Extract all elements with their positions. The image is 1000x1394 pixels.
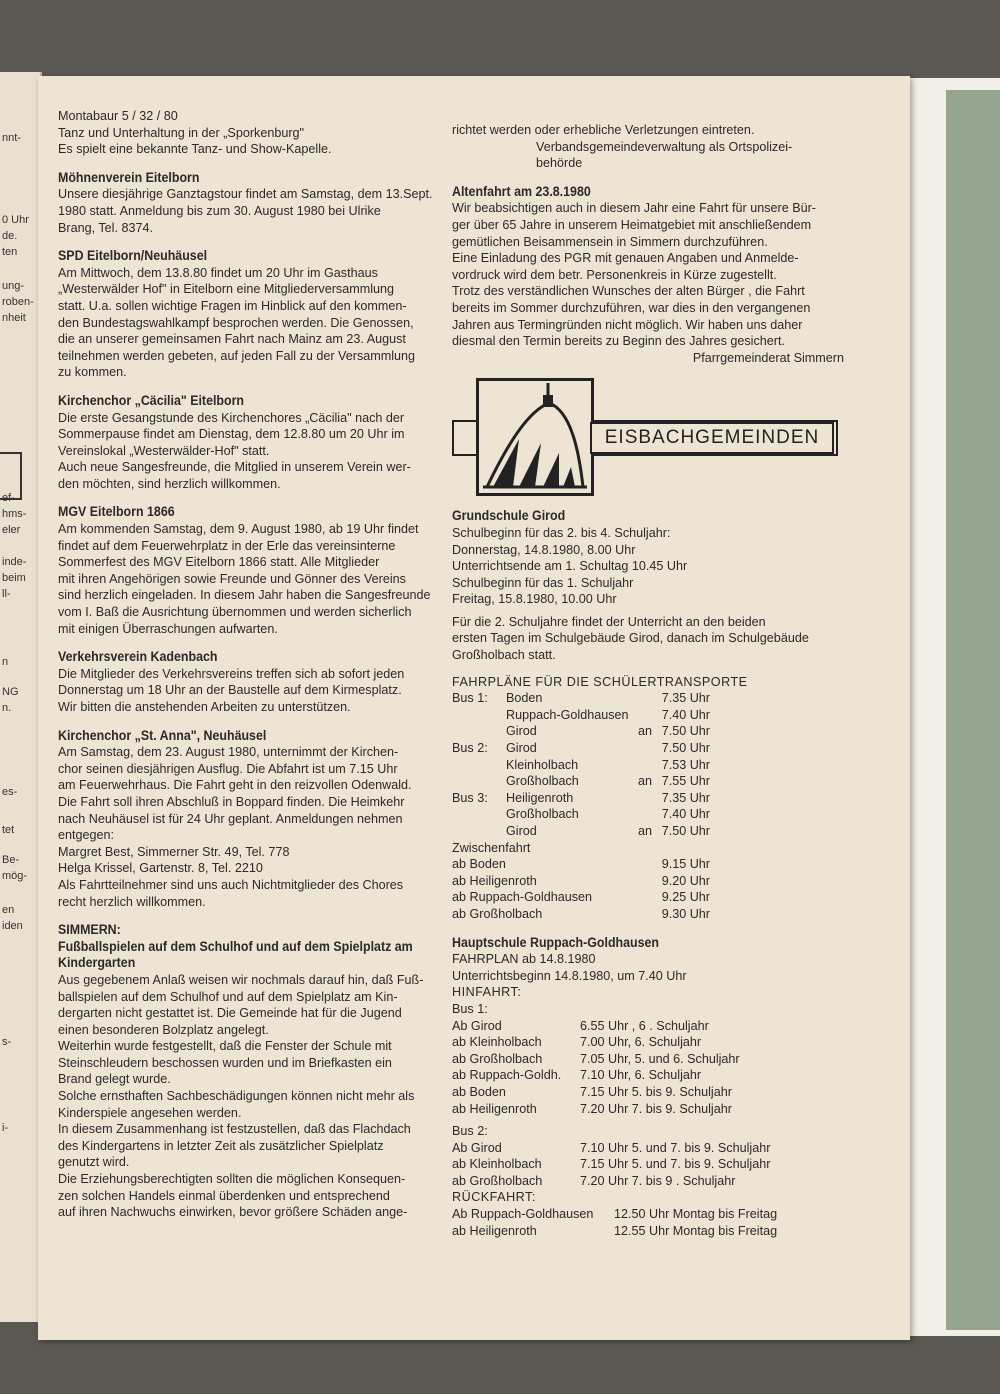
article-body xyxy=(452,200,850,349)
text-line: zen solchen Handels einmal überdenken und entsprechend xyxy=(58,1188,390,1203)
table-cell: ab Großholbach xyxy=(452,906,543,921)
text-line: am Feuerwehrhaus. Die Fahrt geht in den reizvollen Odenwald. xyxy=(58,778,412,793)
text-line: Solche ernsthaften Sachbeschädigungen können nicht mehr als xyxy=(58,1089,415,1104)
text-line: Schulbeginn für das 2. bis 4. Schuljahr: xyxy=(452,525,671,540)
table-cell xyxy=(630,806,652,823)
article-title: SPD Eitelborn/Neuhäusel xyxy=(58,248,208,264)
table-cell: ab Heiligenroth xyxy=(452,873,537,888)
text-line: Am kommenden Samstag, dem 9. August 1980, ab 19 Uhr findet xyxy=(58,522,419,537)
table-cell: 9.15 Uhr xyxy=(661,857,710,872)
article-title: Verkehrsverein Kadenbach xyxy=(58,649,218,665)
table-cell: 6.55 Uhr , 6 . Schuljahr xyxy=(580,1018,709,1033)
table-row xyxy=(452,823,710,840)
table-cell: ab Großholbach xyxy=(452,1173,543,1188)
text-line: zu kommen. xyxy=(58,365,127,380)
table-row xyxy=(452,707,710,724)
table-cell: ab Kleinholbach xyxy=(452,1035,542,1050)
table-cell: ab Kleinholbach xyxy=(452,1157,542,1172)
text-line: Weiterhin wurde festgestellt, daß die Fenster der Schule mit xyxy=(58,1039,392,1054)
text-line: dergarten nicht gestattet ist. Die Gemeinde hat für die Jugend xyxy=(58,1006,402,1021)
rueckfahrt-label: RÜCKFAHRT: xyxy=(452,1190,536,1205)
left-page-fragment: ll- xyxy=(2,588,11,600)
table-cell: Ab Girod xyxy=(452,1018,502,1033)
previous-page-edge xyxy=(0,72,42,1322)
text-line: Helga Krissel, Gartenstr. 8, Tel. 2210 xyxy=(58,861,263,876)
article-title: Kirchenchor „St. Anna", Neuhäusel xyxy=(58,727,267,743)
text-line: Donnerstag, 14.8.1980, 8.00 Uhr xyxy=(452,542,636,557)
previous-page-box xyxy=(0,452,22,500)
article-body xyxy=(58,521,450,637)
left-page-fragment: mög- xyxy=(2,870,28,882)
text-line: In diesem Zusammenhang ist festzustellen, daß das Flachdach xyxy=(58,1122,411,1137)
simmern-article xyxy=(58,922,450,1221)
left-page-fragment: NG xyxy=(2,686,19,698)
table-row xyxy=(452,906,710,923)
text-line: ersten Tagen im Schulgebäude Girod, danach im Schulgebäude xyxy=(452,631,809,646)
table-row xyxy=(452,1051,810,1068)
left-page-fragment: ung- xyxy=(2,280,25,292)
article-title: Kirchenchor „Cäcilia" Eitelborn xyxy=(58,392,245,408)
text-line: Brang, Tel. 8374. xyxy=(58,220,153,235)
text-line: 1980 statt. Anmeldung bis zum 30. August 1980 bei Ulrike xyxy=(58,203,381,218)
table-cell: Bus 3: xyxy=(452,790,488,805)
left-page-fragment: hms- xyxy=(2,508,27,520)
table-row xyxy=(452,790,710,807)
hinfahrt-label: HINFAHRT: xyxy=(452,985,522,1000)
text-line: auf ihren Nachwuchs einwirken, bevor größere Schäden ange- xyxy=(58,1205,408,1220)
text-line: recht herzlich willkommen. xyxy=(58,894,206,909)
text-line: die an unserer gemeinsamen Fahrt nach Mainz am 23. August xyxy=(58,332,406,347)
article xyxy=(58,393,450,493)
table-row xyxy=(452,740,710,757)
article-paragraph xyxy=(452,614,850,664)
text-line: Unterrichtsbeginn 14.8.1980, um 7.40 Uhr xyxy=(452,968,687,983)
section-heading: FAHRPLÄNE FÜR DIE SCHÜLERTRANSPORTE xyxy=(452,674,748,689)
table-row xyxy=(452,1206,814,1223)
table-row xyxy=(452,1067,810,1084)
table-row xyxy=(452,889,710,906)
article-body xyxy=(58,410,450,493)
table-cell: Girod xyxy=(506,724,537,739)
table-cell: 7.53 Uhr xyxy=(661,757,710,772)
signature-line: Verbandsgemeindeverwaltung als Ortspolizei- xyxy=(536,139,793,154)
left-page-fragment: tet xyxy=(2,824,15,836)
left-page-fragment: s- xyxy=(2,1036,12,1048)
article-body xyxy=(58,744,450,910)
text-line: genutzt wird. xyxy=(58,1155,130,1170)
table-cell: 7.35 Uhr xyxy=(661,790,710,805)
article-title: MGV Eitelborn 1866 xyxy=(58,504,175,520)
table-row xyxy=(452,1140,810,1157)
zwischenfahrt-table xyxy=(452,856,710,922)
article-title: Hauptschule Ruppach-Goldhausen xyxy=(452,934,660,950)
church-hill-icon xyxy=(479,381,591,493)
table-cell: ab Boden xyxy=(452,1084,506,1099)
table-cell: Großholbach xyxy=(506,807,579,822)
left-page-fragment: nnt- xyxy=(2,132,21,144)
left-page-fragment: iden xyxy=(2,920,23,932)
table-cell: 7.40 Uhr xyxy=(661,807,710,822)
table-cell: Ab Ruppach-Goldhausen xyxy=(452,1207,594,1222)
bus-schedule-table xyxy=(452,690,710,839)
table-cell: ab Ruppach-Goldhausen xyxy=(452,890,593,905)
table-row xyxy=(452,1223,814,1240)
table-cell xyxy=(630,757,652,774)
article xyxy=(58,170,450,236)
table-cell: ab Heiligenroth xyxy=(452,1223,537,1238)
article-title: Altenfahrt am 23.8.1980 xyxy=(452,183,591,199)
table-cell: 7.50 Uhr xyxy=(661,741,710,756)
text-line: Am Mittwoch, dem 13.8.80 findet um 20 Uhr im Gasthaus xyxy=(58,265,378,280)
book-binding xyxy=(946,90,1000,1330)
table-cell xyxy=(452,757,506,774)
section-heading: SIMMERN: xyxy=(58,922,121,938)
left-page-fragment: beim xyxy=(2,572,26,584)
issue-line: Montabaur 5 / 32 / 80 xyxy=(58,109,178,123)
hinfahrt-bus2-table xyxy=(452,1140,810,1190)
logo-title: EISBACHGEMEINDEN xyxy=(590,422,834,454)
fahrplan-section xyxy=(452,674,850,923)
text-line: findet auf dem Feuerwehrplatz in der Erle das vereinsinterne xyxy=(58,538,396,553)
text-line: teilnehmen werden gebeten, auf jeden Fall zu der Versammlung xyxy=(58,348,416,363)
text-line: Die Mitglieder des Verkehrsvereins treffen sich ab sofort jeden xyxy=(58,666,405,681)
text-line: vom I. Baß die Ausrichtung übernommen und werden sicherlich xyxy=(58,605,412,620)
text-line: des Kindergartens in letzter Zeit als zusätzlicher Spielplatz xyxy=(58,1138,384,1153)
text-line: Wir beabsichtigen auch in diesem Jahr eine Fahrt für unsere Bür- xyxy=(452,201,816,216)
table-row xyxy=(452,773,710,790)
table-cell xyxy=(630,707,652,724)
table-cell: Kleinholbach xyxy=(506,757,579,772)
table-cell: ab Boden xyxy=(452,857,506,872)
table-cell: Girod xyxy=(506,824,537,838)
logo-emblem xyxy=(476,378,594,496)
left-page-fragment: eler xyxy=(2,524,21,536)
text-line: entgegen: xyxy=(58,828,115,843)
table-cell: Ab Girod xyxy=(452,1140,502,1155)
article-body xyxy=(58,972,450,1221)
text-line: Eine Einladung des PGR mit genauen Angaben und Anmelde- xyxy=(452,251,799,266)
text-line: „Westerwälder Hof" in Eitelborn eine Mitgliederversammlung xyxy=(58,282,395,297)
text-line: Donnerstag um 18 Uhr an der Baustelle auf dem Kirmesplatz. xyxy=(58,683,402,698)
table-cell: 7.50 Uhr xyxy=(661,824,710,838)
text-line: mit einigen Überraschungen aufwarten. xyxy=(58,621,278,636)
article-title: Grundschule Girod xyxy=(452,508,566,524)
text-line: Großholbach statt. xyxy=(452,648,556,663)
table-cell: 7.15 Uhr 5. bis 9. Schuljahr xyxy=(580,1084,732,1099)
article-body xyxy=(58,265,450,381)
left-page-fragment: es- xyxy=(2,786,18,798)
zwischenfahrt-label: Zwischenfahrt xyxy=(452,840,531,855)
table-cell xyxy=(452,823,506,840)
table-row xyxy=(452,690,710,707)
eisbach-logo xyxy=(452,378,850,496)
text-line: Kinderspiele angesehen werden. xyxy=(58,1105,242,1120)
table-cell: Bus 2: xyxy=(452,741,488,756)
text-line: Die Fahrt soll ihren Abschluß in Boppard finden. Die Heimkehr xyxy=(58,794,405,809)
left-page-fragment: n. xyxy=(2,702,12,714)
text-line: Auch neue Sangesfreunde, die Mitglied in unserem Verein wer- xyxy=(58,460,411,475)
table-cell: an xyxy=(637,824,652,838)
text-line: Am Samstag, dem 23. August 1980, unternimmt der Kirchen- xyxy=(58,745,399,760)
table-cell: 12.55 Uhr Montag bis Freitag xyxy=(614,1223,778,1238)
article xyxy=(58,649,450,715)
text-line: ger über 65 Jahre in unserem Heimatgebiet mit anschließendem xyxy=(452,217,812,232)
document-page xyxy=(38,76,910,1340)
text-line: den Bundestagswahlkampf besprochen werden. Die Genossen, xyxy=(58,315,414,330)
table-row xyxy=(452,1018,810,1035)
table-cell: Heiligenroth xyxy=(506,790,574,805)
table-cell: 7.15 Uhr 5. und 7. bis 9. Schuljahr xyxy=(580,1157,771,1172)
text-line: Margret Best, Simmerner Str. 49, Tel. 778 xyxy=(58,844,290,859)
text-line: Sommerfest des MGV Eitelborn 1866 statt. Alle Mitglieder xyxy=(58,555,380,570)
table-cell: 7.00 Uhr, 6. Schuljahr xyxy=(580,1035,702,1050)
table-cell: 7.10 Uhr, 6. Schuljahr xyxy=(580,1068,702,1083)
article-body xyxy=(452,525,850,608)
rueckfahrt-table xyxy=(452,1206,814,1239)
text-line: richtet werden oder erhebliche Verletzungen eintreten. xyxy=(452,123,755,137)
left-page-fragment: roben- xyxy=(2,296,34,308)
article-title: Möhnenverein Eitelborn xyxy=(58,169,200,185)
text-line: Als Fahrtteilnehmer sind uns auch Nichtmitglieder des Chores xyxy=(58,877,404,892)
text-line: statt. U.a. sollen wichtige Fragen im Hinblick auf den kommen- xyxy=(58,298,407,313)
text-line: Unterrichtsende am 1. Schultag 10.45 Uhr xyxy=(452,559,688,574)
text-line: Schulbeginn für das 1. Schuljahr xyxy=(452,575,634,590)
hauptschule-article xyxy=(452,935,850,1240)
text-line: Für die 2. Schuljahre findet der Unterricht an den beiden xyxy=(452,614,766,629)
table-cell: 7.10 Uhr 5. und 7. bis 9. Schuljahr xyxy=(580,1140,771,1155)
text-line: vordruck wird dem betr. Personenkreis in Kürze zugestellt. xyxy=(452,267,777,282)
text-line: Die Erziehungsberechtigten sollten die möglichen Konsequen- xyxy=(58,1172,406,1187)
left-page-fragment: 0 Uhr xyxy=(2,214,29,226)
table-cell xyxy=(630,740,652,757)
table-cell: Ruppach-Goldhausen xyxy=(506,707,629,722)
table-cell: ab Ruppach-Goldh. xyxy=(452,1068,562,1083)
text-line: ballspielen auf dem Schulhof und auf dem Spielplatz am Kin- xyxy=(58,989,398,1004)
text-line: Steinschleudern beschossen wurden und im Briefkasten ein xyxy=(58,1055,392,1070)
left-page-fragment: ten xyxy=(2,246,18,258)
left-page-fragment: nheit xyxy=(2,312,26,324)
text-line: Trotz des verständlichen Wunsches der alten Bürger , die Fahrt xyxy=(452,284,805,299)
text-line: Aus gegebenem Anlaß weisen wir nochmals darauf hin, daß Fuß- xyxy=(58,972,424,987)
table-cell xyxy=(452,806,506,823)
signature-line: behörde xyxy=(536,156,583,171)
text-line: Unsere diesjährige Ganztagstour findet am Samstag, dem 13.Sept. xyxy=(58,187,433,202)
table-cell: 7.05 Uhr, 5. und 6. Schuljahr xyxy=(580,1051,740,1066)
article xyxy=(58,504,450,637)
article-body xyxy=(58,666,450,716)
table-cell: 9.25 Uhr xyxy=(661,890,710,905)
text-line: Tanz und Unterhaltung in der „Sporkenburg" xyxy=(58,125,305,140)
text-line: FAHRPLAN ab 14.8.1980 xyxy=(452,952,596,967)
left-page-fragment: i- xyxy=(2,1122,9,1134)
left-page-fragment: n xyxy=(2,656,9,668)
text-line: Es spielt eine bekannte Tanz- und Show-Kapelle. xyxy=(58,142,332,157)
left-page-fragment: en xyxy=(2,904,15,916)
table-cell: ab Heiligenroth xyxy=(452,1101,537,1116)
table-cell: 7.40 Uhr xyxy=(661,707,710,722)
header-block xyxy=(58,108,450,158)
table-row xyxy=(452,1084,810,1101)
table-row xyxy=(452,1101,810,1118)
altenfahrt-article xyxy=(452,184,850,367)
table-cell xyxy=(452,723,506,740)
table-cell xyxy=(630,690,652,707)
table-cell: 12.50 Uhr Montag bis Freitag xyxy=(614,1207,778,1222)
table-cell: 7.50 Uhr xyxy=(661,724,710,739)
table-cell: 7.55 Uhr xyxy=(661,774,710,789)
left-page-fragment: de. xyxy=(2,230,18,242)
table-cell: 9.30 Uhr xyxy=(661,906,710,921)
bus-label: Bus 2: xyxy=(452,1124,488,1139)
table-cell: Großholbach xyxy=(506,774,579,789)
left-page-fragment: ef- xyxy=(2,492,15,504)
article-title: Fußballspielen auf dem Schulhof und auf dem Spielplatz am Kindergarten xyxy=(58,938,413,971)
table-cell xyxy=(452,707,506,724)
bus-label: Bus 1: xyxy=(452,1001,488,1016)
text-line: diesmal den Termin bereits zu Beginn des Jahres gesichert. xyxy=(452,334,785,349)
text-line: bereits im Sommer durchzuführen, war dies in den vergangenen xyxy=(452,300,811,315)
left-page-fragment: Be- xyxy=(2,854,20,866)
table-cell: Bus 1: xyxy=(452,691,488,706)
article xyxy=(58,248,450,381)
table-row xyxy=(452,1173,810,1190)
table-row xyxy=(452,757,710,774)
text-line: Brand gelegt wurde. xyxy=(58,1072,171,1087)
article-body xyxy=(58,186,450,236)
text-line: mit ihren Angehörigen sowie Freunde und Gönner des Vereins xyxy=(58,571,406,586)
table-cell: ab Großholbach xyxy=(452,1051,543,1066)
hinfahrt-bus1-table xyxy=(452,1018,810,1118)
table-cell: 9.20 Uhr xyxy=(661,873,710,888)
left-column xyxy=(58,108,450,1231)
table-row xyxy=(452,1034,810,1051)
table-cell: Girod xyxy=(506,741,537,756)
text-line: Freitag, 15.8.1980, 10.00 Uhr xyxy=(452,592,617,607)
table-cell xyxy=(630,790,652,807)
table-row xyxy=(452,873,710,890)
text-line: nach Neuhäusel ist für 24 Uhr geplant. Anmeldungen nehmen xyxy=(58,811,403,826)
left-page-fragment: inde- xyxy=(2,556,27,568)
table-cell: an xyxy=(637,724,652,739)
signature-line: Pfarrgemeinderat Simmern xyxy=(692,350,844,365)
table-row xyxy=(452,806,710,823)
table-cell: Boden xyxy=(506,691,543,706)
text-line: einen besonderen Bolzplatz angelegt. xyxy=(58,1022,269,1037)
text-line: sind herzlich eingeladen. In diesem Jahr haben die Sangesfreunde xyxy=(58,588,431,603)
text-line: Die erste Gesangstunde des Kirchenchores „Cäcilia" nach der xyxy=(58,410,405,425)
text-line: gemütlichen Beisammensein in Simmern durchzuführen. xyxy=(452,234,768,249)
table-row xyxy=(452,856,710,873)
text-line: Jahren aus Termingründen nicht möglich. Wir haben uns daher xyxy=(452,317,803,332)
table-cell: 7.35 Uhr xyxy=(661,691,710,706)
table-cell xyxy=(452,773,506,790)
table-cell: an xyxy=(637,774,652,789)
grundschule-article xyxy=(452,508,850,663)
text-line: den möchten, sind herzlich willkommen. xyxy=(58,476,281,491)
table-cell: 7.20 Uhr 7. bis 9. Schuljahr xyxy=(580,1101,732,1116)
table-row xyxy=(452,1156,810,1173)
text-line: Wir bitten die anstehenden Arbeiten zu unterstützen. xyxy=(58,700,351,714)
text-line: chor seinen diesjährigen Ausflug. Die Abfahrt ist um 7.15 Uhr xyxy=(58,761,398,776)
article xyxy=(58,728,450,911)
text-line: Sommerpause findet am Dienstag, dem 12.8.80 um 20 Uhr im xyxy=(58,427,405,442)
text-line: Vereinslokal „Westerwälder-Hof" statt. xyxy=(58,443,270,458)
table-cell: 7.20 Uhr 7. bis 9 . Schuljahr xyxy=(580,1173,736,1188)
table-row xyxy=(452,723,710,740)
right-column xyxy=(452,122,850,1249)
